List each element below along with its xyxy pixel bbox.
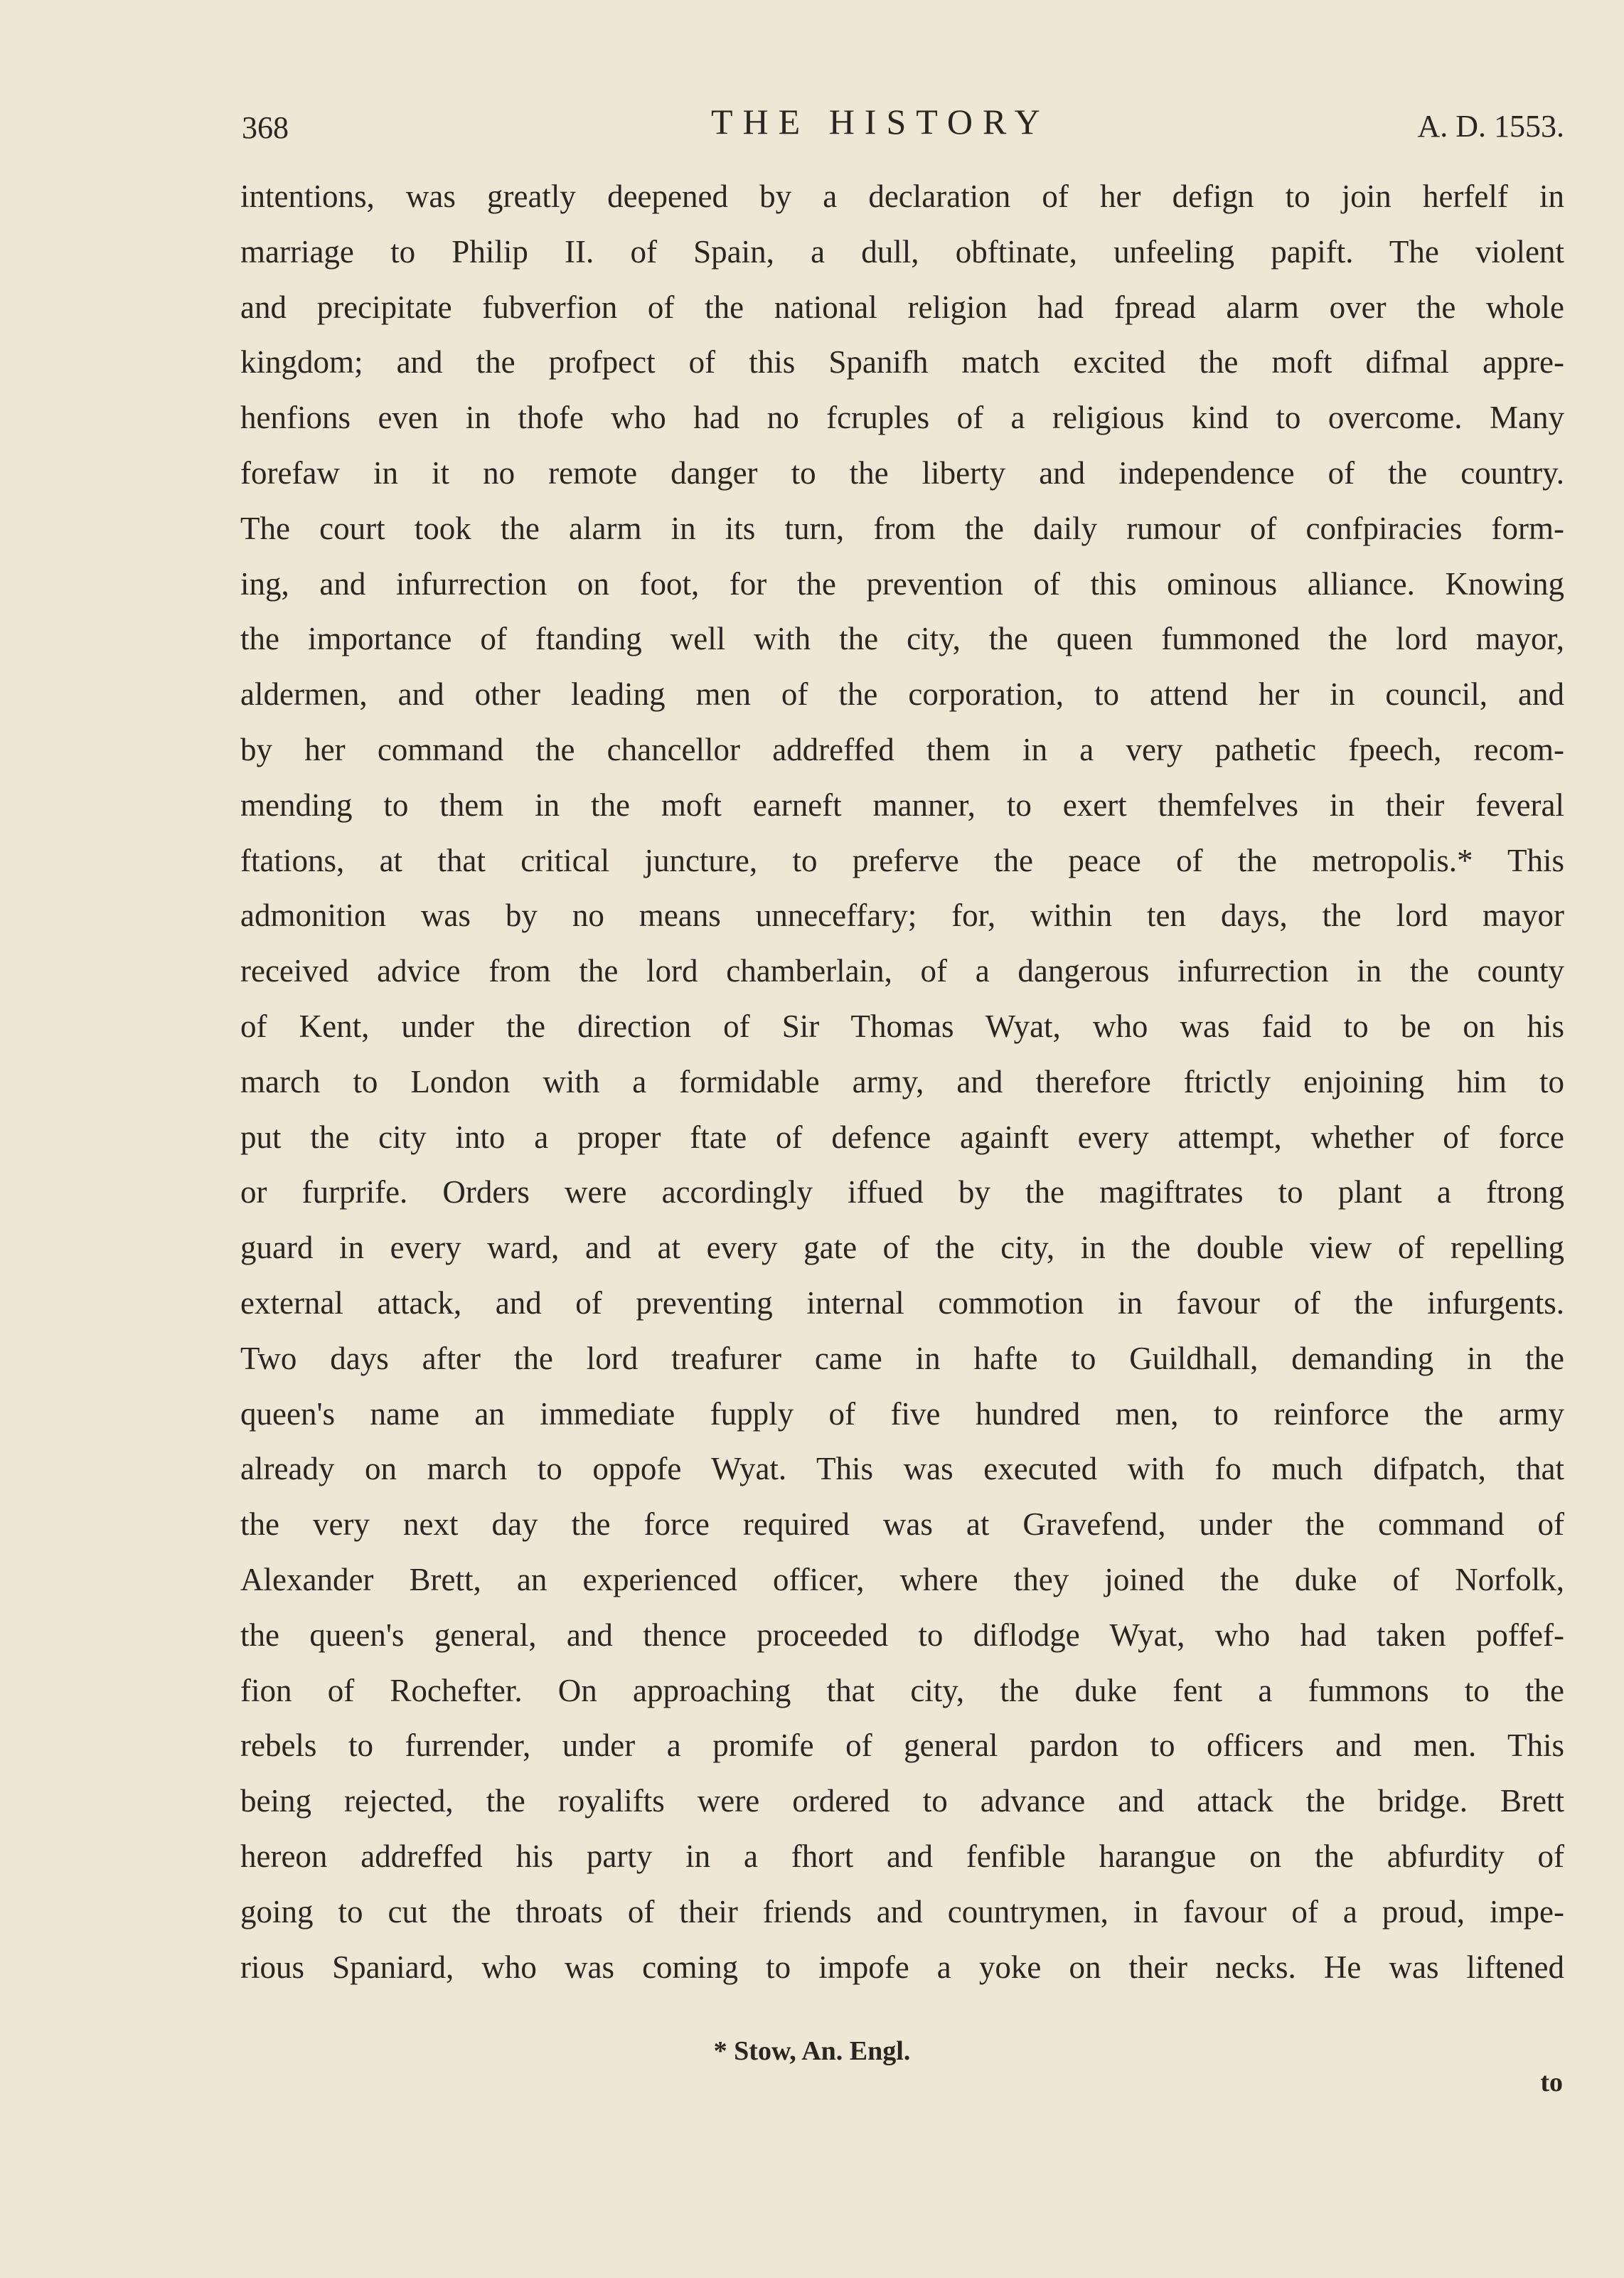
text-line: external attack, and of preventing internal commotion in favour of the infurgents.: [240, 1284, 1564, 1321]
text-line: going to cut the throats of their friends and countrymen, in favour of a proud, impe-: [240, 1893, 1564, 1930]
text-line: march to London with a formidable army, and therefore ftrictly enjoining him to: [240, 1063, 1564, 1100]
text-line: rebels to furrender, under a promife of general pardon to officers and men. This: [240, 1728, 1564, 1764]
running-title: THE HISTORY: [711, 102, 1050, 142]
text-line: and precipitate fubverfion of the national religion had fpread alarm over the whole: [240, 289, 1564, 325]
body-text: [240, 169, 1564, 1995]
text-line: mending to them in the moft earneft manner, to exert themfelves in their feveral: [240, 787, 1564, 823]
text-line: The court took the alarm in its turn, from the daily rumour of confpiracies form-: [240, 510, 1564, 546]
text-line: aldermen, and other leading men of the corporation, to attend her in council, and: [240, 676, 1564, 713]
text-line: guard in every ward, and at every gate of the city, in the double view of repelling: [240, 1230, 1564, 1266]
text-line: put the city into a proper ftate of defence againft every attempt, whether of force: [240, 1119, 1564, 1155]
text-line: forefaw in it no remote danger to the liberty and independence of the country.: [240, 454, 1564, 491]
text-line: intentions, was greatly deepened by a declaration of her defign to join herfelf in: [240, 179, 1564, 214]
text-line: of Kent, under the direction of Sir Thomas Wyat, who was faid to be on his: [240, 1008, 1564, 1044]
text-line: admonition was by no means unneceffary; for, within ten days, the lord mayor: [240, 898, 1564, 934]
text-line: Two days after the lord treafurer came in hafte to Guildhall, demanding in the: [240, 1340, 1564, 1376]
footnote: * Stow, An. Engl.: [713, 2036, 911, 2066]
text-line: being rejected, the royalifts were ordered to advance and attack the bridge. Brett: [240, 1783, 1564, 1819]
header-date: A. D. 1553.: [1417, 109, 1564, 144]
text-line: received advice from the lord chamberlain, of a dangerous infurrection in the county: [240, 953, 1564, 989]
text-line: rious Spaniard, who was coming to impofe a yoke on their necks. He was liftened: [240, 1949, 1564, 1985]
text-line: Alexander Brett, an experienced officer, where they joined the duke of Norfolk,: [240, 1561, 1564, 1597]
text-line: henfions even in thofe who had no fcruples of a religious kind to overcome. Many: [240, 400, 1564, 436]
page-number: 368: [242, 110, 289, 145]
running-header: [242, 101, 1564, 158]
text-line: marriage to Philip II. of Spain, a dull, obftinate, unfeeling papift. The violent: [240, 233, 1564, 270]
text-line: ftations, at that critical juncture, to preferve the peace of the metropolis.* This: [240, 842, 1564, 878]
text-line: hereon addreffed his party in a fhort and fenfible harangue on the abfurdity of: [240, 1838, 1564, 1874]
catchword: to: [1540, 2067, 1563, 2097]
text-line: by her command the chancellor addreffed them in a very pathetic fpeech, recom-: [240, 731, 1564, 767]
text-line: the importance of ftanding well with the city, the queen fummoned the lord mayor,: [240, 621, 1564, 657]
text-line: ing, and infurrection on foot, for the prevention of this ominous alliance. Knowing: [240, 565, 1564, 602]
text-line: fion of Rochefter. On approaching that city, the duke fent a fummons to the: [240, 1672, 1564, 1708]
text-line: the queen's general, and thence proceeded to diflodge Wyat, who had taken poffef-: [240, 1617, 1564, 1653]
text-line: the very next day the force required was at Gravefend, under the command of: [240, 1506, 1564, 1543]
text-line: kingdom; and the profpect of this Spanifh match excited the moft difmal appre-: [240, 344, 1564, 380]
text-line: or furprife. Orders were accordingly iffued by the magiftrates to plant a ftrong: [240, 1174, 1564, 1210]
text-line: already on march to oppofe Wyat. This was executed with fo much difpatch, that: [240, 1451, 1564, 1487]
text-line: queen's name an immediate fupply of five hundred men, to reinforce the army: [240, 1395, 1564, 1432]
